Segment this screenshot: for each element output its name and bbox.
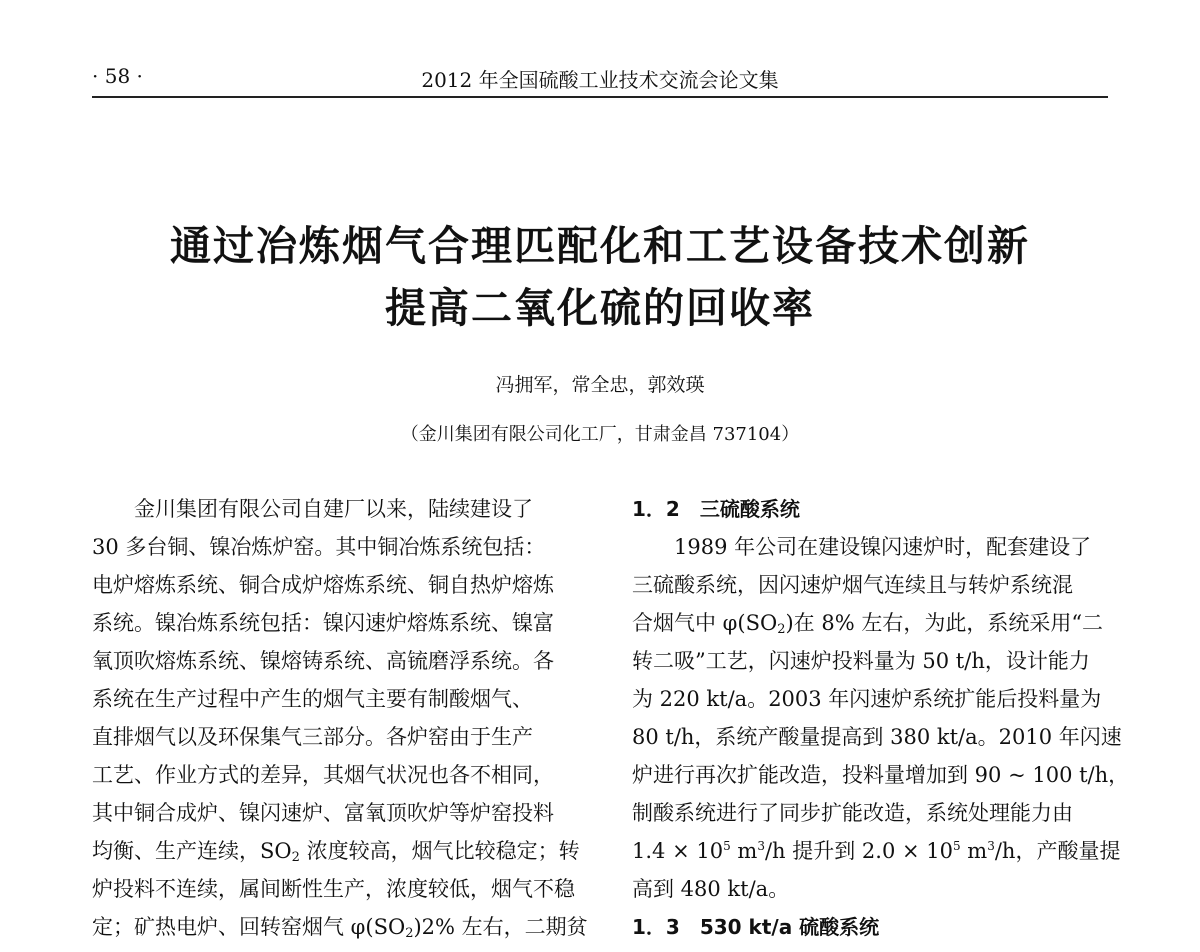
- body-line: 系统。镍冶炼系统包括：镍闪速炉熔炼系统、镍富: [92, 611, 554, 635]
- body-line: 直排烟气以及环保集气三部分。各炉窑由于生产: [92, 725, 533, 749]
- body-line: 炉进行再次扩能改造，投料量增加到 90 ~ 100 t/h，: [632, 763, 1130, 787]
- body-line: 氧顶吹熔炼系统、镍熔铸系统、高锍磨浮系统。各: [92, 649, 554, 673]
- body-line: 金川集团有限公司自建厂以来，陆续建设了: [134, 497, 533, 521]
- text-run: )在 8% 左右，为此，系统采用“二: [785, 611, 1104, 635]
- so2-formula: $SO_2$: [373, 915, 414, 941]
- text-run: 合烟气中 φ(: [632, 611, 746, 635]
- body-line: [92, 908, 588, 946]
- body-line: 电炉熔炼系统、铜合成炉熔炼系统、铜自热炉熔炼: [92, 573, 554, 597]
- body-line: 转二吸”工艺，闪速炉投料量为 50 t/h，设计能力: [632, 649, 1090, 673]
- section-heading-1-2: 1．2 三硫酸系统: [632, 497, 800, 521]
- so2-formula: $SO_2$: [745, 611, 786, 637]
- text-run: 浓度较高，烟气比较稳定；转: [306, 839, 580, 863]
- body-line: [92, 832, 580, 870]
- section-heading-1-3: 1．3 530 kt/a 硫酸系统: [632, 915, 880, 939]
- text-run: 定；矿热电炉、回转窑烟气 φ(: [92, 915, 374, 939]
- text-run: 1.4 × 10: [632, 839, 724, 863]
- body-line: 1989 年公司在建设镍闪速炉时，配套建设了: [674, 535, 1092, 559]
- header-rule: [92, 96, 1108, 98]
- left-column: [92, 490, 588, 946]
- paper-title-line-1: 通过冶炼烟气合理匹配化和工艺设备技术创新: [170, 222, 1030, 270]
- paper-title-line-2: 提高二氧化硫的回收率: [385, 284, 815, 332]
- body-line: $1.4 \times 10^5$ $m^3/h$ 提升到 $2.0 \times 10^5$ $m^3/h$，产酸量提: [632, 839, 1121, 863]
- body-line: 制酸系统进行了同步扩能改造，系统处理能力由: [632, 801, 1073, 825]
- body-line: [632, 604, 1112, 642]
- text-run: )2% 左右，二期贫: [413, 915, 588, 939]
- page-number: · 58 ·: [92, 64, 143, 88]
- body-line: 其中铜合成炉、镍闪速炉、富氧顶吹炉等炉窑投料: [92, 801, 554, 825]
- body-line: 炉投料不连续，属间断性生产，浓度较低，烟气不稳: [92, 877, 575, 901]
- authors: 冯拥军，常全忠，郭效瑛: [495, 374, 705, 396]
- body-line: 工艺、作业方式的差异，其烟气状况也各不相同，: [92, 763, 554, 787]
- so2-formula: $SO_2$: [260, 839, 300, 865]
- body-line: 高到 480 kt/a。: [632, 877, 790, 901]
- affiliation: （金川集团有限公司化工厂，甘肃金昌 737104）: [400, 424, 800, 445]
- body-line: 三硫酸系统，因闪速炉烟气连续且与转炉系统混: [632, 573, 1073, 597]
- body-line: 80 t/h，系统产酸量提高到 380 kt/a。2010 年闪速: [632, 725, 1122, 749]
- journal-title: 2012 年全国硫酸工业技术交流会论文集: [421, 68, 779, 92]
- body-line: 系统在生产过程中产生的烟气主要有制酸烟气、: [92, 687, 533, 711]
- body-line: 30 多台铜、镍冶炼炉窑。其中铜冶炼系统包括：: [92, 535, 546, 559]
- text-run: 均衡、生产连续，: [92, 839, 260, 863]
- body-line: 为 220 kt/a。2003 年闪速炉系统扩能后投料量为: [632, 687, 1102, 711]
- right-column: [632, 490, 1130, 946]
